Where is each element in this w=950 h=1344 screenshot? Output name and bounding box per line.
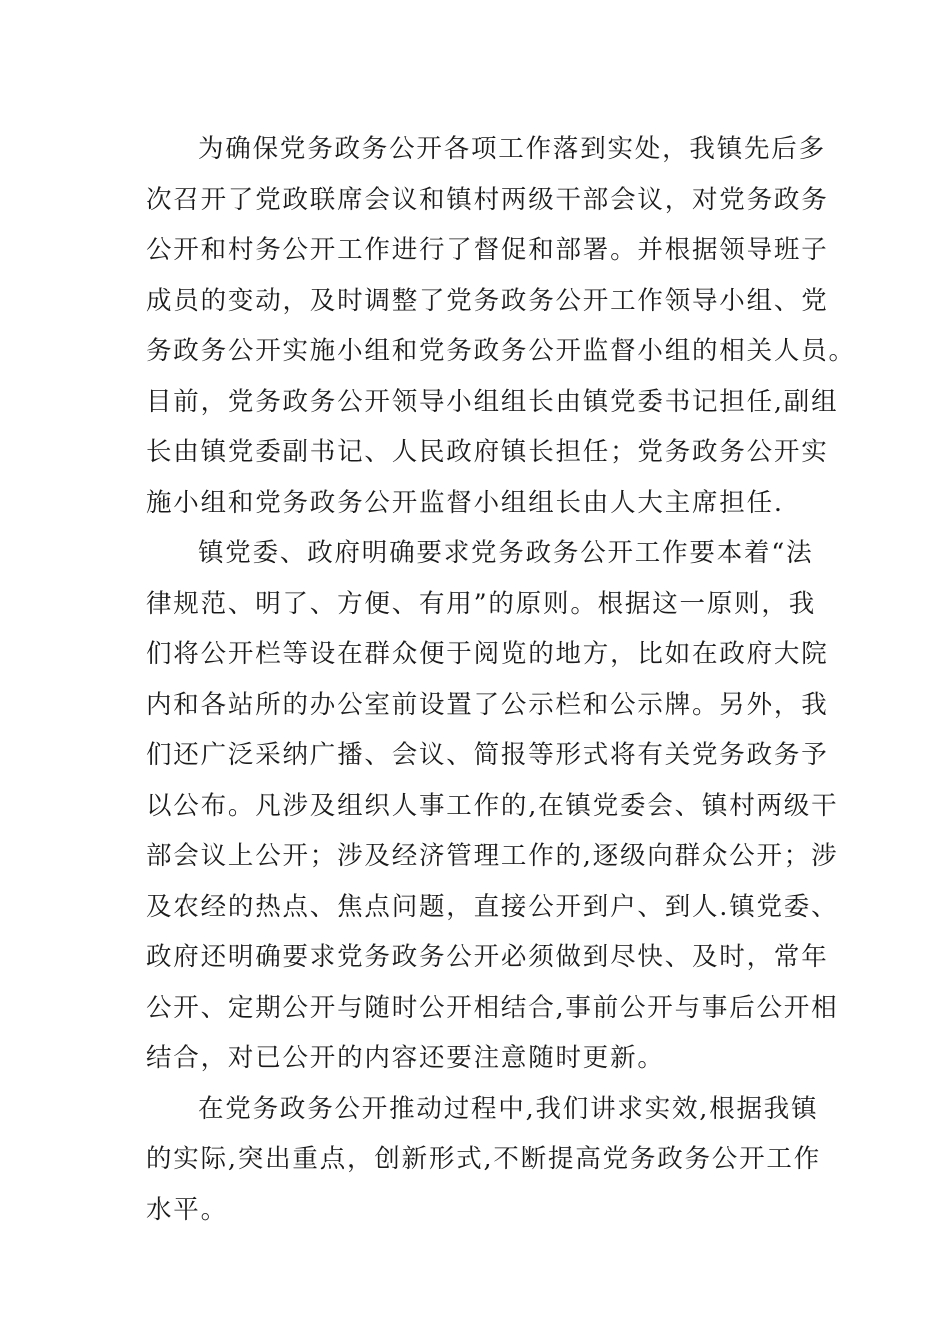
text-line: 们将公开栏等设在群众便于阅览的地方，比如在政府大院 bbox=[146, 639, 829, 669]
text-line: 以公布。凡涉及组织人事工作的,在镇党委会、镇村两级干 bbox=[146, 790, 839, 821]
text-line: 及农经的热点、焦点问题，直接公开到户、到人.镇党委、 bbox=[146, 891, 839, 922]
text-line: 水平。 bbox=[146, 1194, 228, 1225]
text-line: 的实际,突出重点，创新形式,不断提高党务政务公开工作 bbox=[146, 1144, 822, 1174]
text-line: 成员的变动，及时调整了党务政务公开工作领导小组、党 bbox=[146, 285, 829, 316]
text-line: 目前，党务政务公开领导小组组长由镇党委书记担任,副组 bbox=[146, 386, 839, 417]
text-line: 结合，对已公开的内容还要注意随时更新。 bbox=[146, 1043, 665, 1073]
text-line: 公开和村务公开工作进行了督促和部署。并根据领导班子 bbox=[146, 235, 829, 265]
document-body bbox=[146, 124, 856, 1235]
text-line: 政府还明确要求党务政务公开必须做到尽快、及时，常年 bbox=[146, 942, 829, 972]
text-line: 镇党委、政府明确要求党务政务公开工作要本着“法 bbox=[198, 538, 814, 568]
text-line: 为确保党务政务公开各项工作落到实处，我镇先后多 bbox=[198, 134, 826, 164]
text-line: 务政务公开实施小组和党务政务公开监督小组的相关人员。 bbox=[146, 336, 856, 366]
text-line: 们还广泛采纳广播、会议、简报等形式将有关党务政务予 bbox=[146, 740, 829, 770]
text-line: 部会议上公开；涉及经济管理工作的,逐级向群众公开；涉 bbox=[146, 841, 839, 871]
paragraph-2 bbox=[146, 528, 839, 1084]
text-line: 次召开了党政联席会议和镇村两级干部会议，对党务政务 bbox=[146, 184, 829, 215]
text-line: 长由镇党委副书记、人民政府镇长担任；党务政务公开实 bbox=[146, 437, 829, 467]
paragraph-1 bbox=[146, 124, 856, 528]
text-line: 内和各站所的办公室前设置了公示栏和公示牌。另外，我 bbox=[146, 689, 829, 720]
text-line: 公开、定期公开与随时公开相结合,事前公开与事后公开相 bbox=[146, 992, 839, 1023]
text-line: 在党务政务公开推动过程中,我们讲求实效,根据我镇 bbox=[198, 1093, 819, 1124]
text-line: 施小组和党务政务公开监督小组组长由人大主席担任. bbox=[146, 487, 784, 518]
text-line: 律规范、明了、方便、有用”的原则。根据这一原则，我 bbox=[146, 588, 817, 619]
paragraph-3 bbox=[146, 1084, 822, 1236]
